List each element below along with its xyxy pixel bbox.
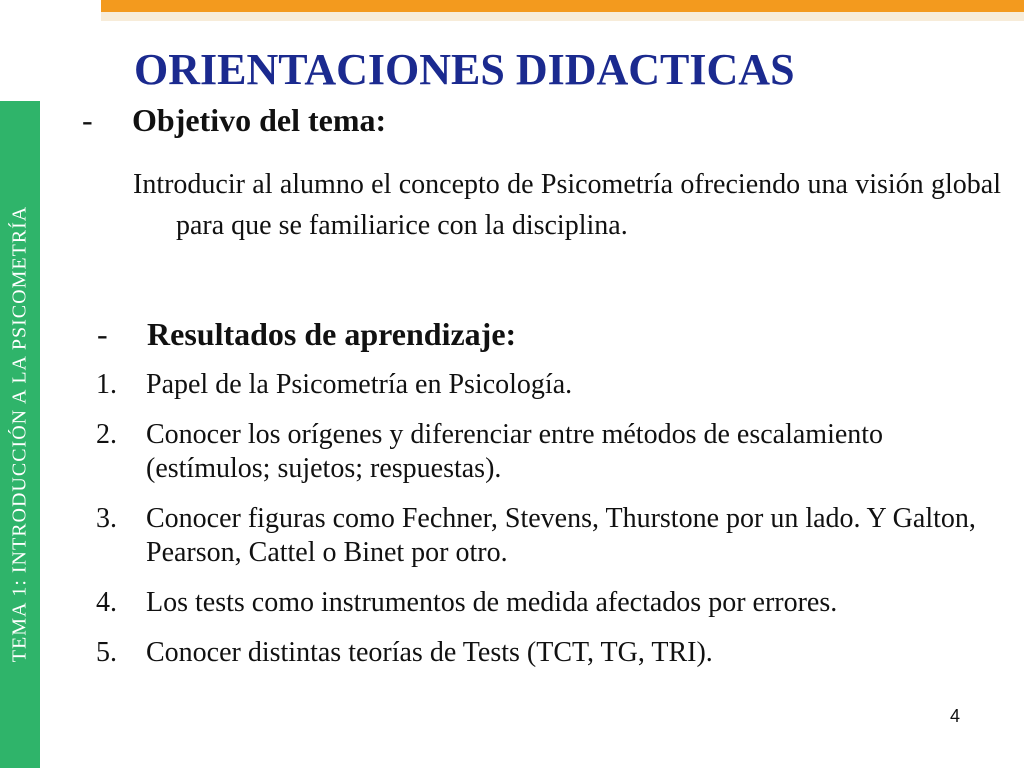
top-accent-bar: [101, 0, 1024, 12]
list-item-number: 2.: [96, 419, 117, 450]
list-item-number: 3.: [96, 503, 117, 534]
list-item: [96, 502, 996, 570]
results-list: [96, 368, 996, 686]
list-item: [96, 418, 996, 486]
objective-dash: -: [82, 102, 93, 138]
list-item-number: 1.: [96, 369, 117, 400]
list-item-text: Conocer figuras como Fechner, Stevens, Thurstone por un lado. Y Galton, Pearson, Cattel o Binet por otro.: [146, 503, 976, 568]
sidebar-topic-label: TEMA 1: INTRODUCCIÓN A LA PSICOMETRÍA: [8, 205, 31, 663]
objective-text: Introducir al alumno el concepto de Psicometría ofreciendo una visión global para que se familiarice con la disciplina.: [133, 169, 1001, 241]
results-heading-text: Resultados de aprendizaje:: [147, 316, 517, 352]
top-accent-bar-light: [101, 12, 1024, 21]
list-item: [96, 368, 996, 402]
list-item-text: Papel de la Psicometría en Psicología.: [146, 369, 573, 400]
results-heading: [97, 312, 516, 356]
list-item-text: Conocer los orígenes y diferenciar entre métodos de escalamiento (estímulos; sujetos; respuestas).: [146, 419, 884, 484]
results-dash: -: [97, 316, 108, 352]
slide-title: ORIENTACIONES DIDACTICAS: [134, 45, 795, 94]
list-item-number: 4.: [96, 587, 117, 618]
page-number: 4: [950, 706, 961, 726]
list-item-number: 5.: [96, 637, 117, 668]
objective-heading-text: Objetivo del tema:: [132, 102, 387, 138]
list-item: [96, 636, 996, 670]
list-item-text: Conocer distintas teorías de Tests (TCT, TG, TRI).: [146, 637, 713, 668]
objective-heading: [82, 98, 386, 142]
list-item: [96, 586, 996, 620]
list-item-text: Los tests como instrumentos de medida afectados por errores.: [146, 587, 838, 618]
